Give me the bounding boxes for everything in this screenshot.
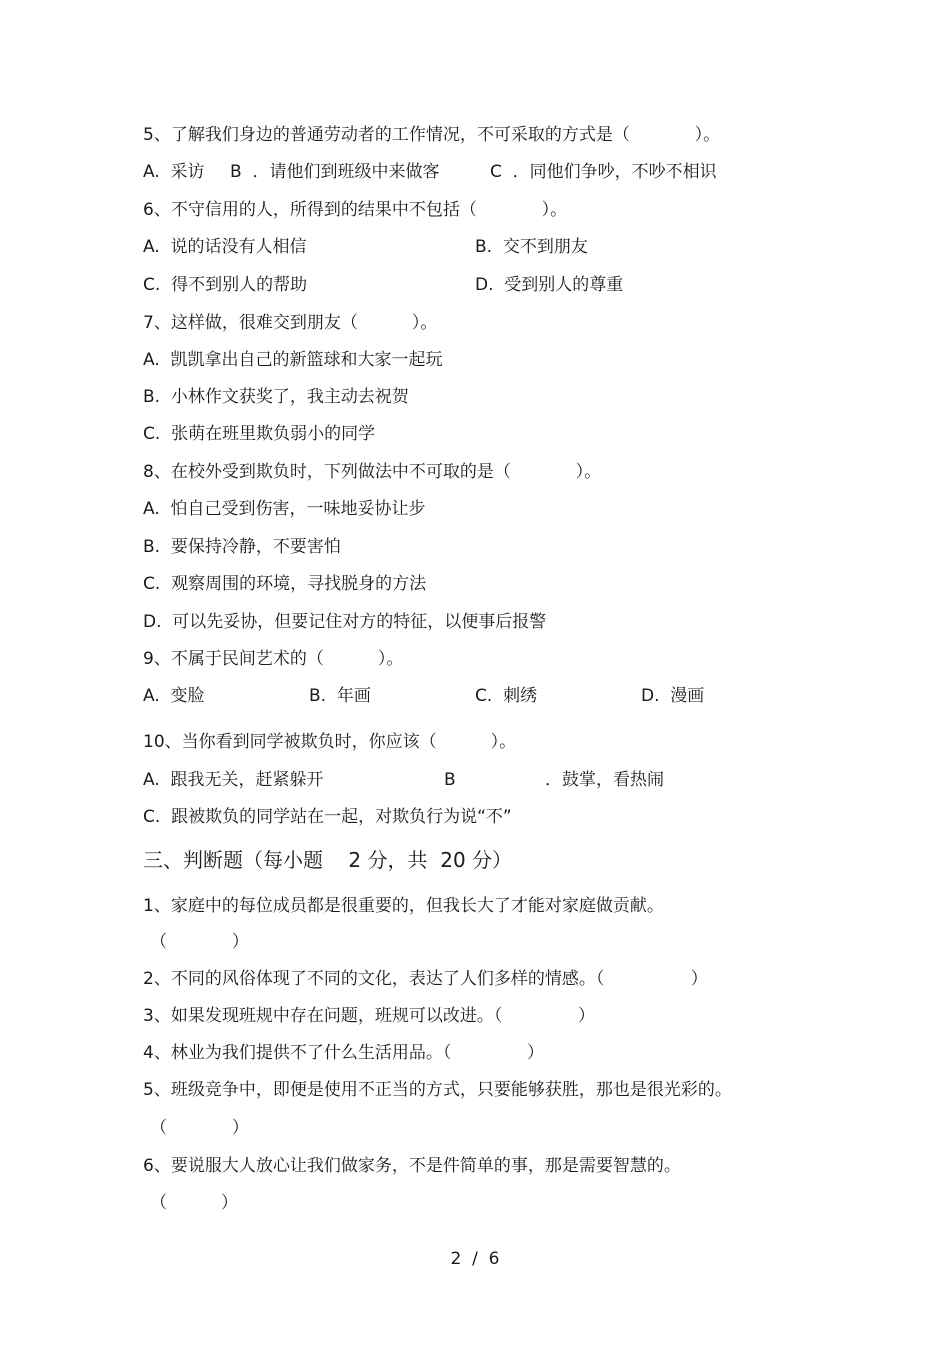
question-5-stem: 5、了解我们身边的普通劳动者的工作情况，不可采取的方式是（ ）。 bbox=[143, 125, 721, 145]
question-9-stem: 9、不属于民间艺术的（ ）。 bbox=[143, 649, 404, 669]
question-5-option-a: A. 采访 bbox=[143, 162, 205, 182]
judge-3: 3、如果发现班规中存在问题，班规可以改进。（ ） bbox=[143, 1006, 595, 1026]
question-6-option-d: D. 受到别人的尊重 bbox=[475, 275, 624, 295]
question-10-option-b-letter: B bbox=[444, 770, 456, 790]
judge-1-blank: （ ） bbox=[150, 932, 249, 952]
question-8-option-d: D. 可以先妥协，但要记住对方的特征，以便事后报警 bbox=[143, 612, 547, 632]
judge-5-stem: 5、班级竞争中，即便是使用不正当的方式，只要能够获胜，那也是很光彩的。 bbox=[143, 1080, 732, 1100]
question-8-stem: 8、在校外受到欺负时，下列做法中不可取的是（ ）。 bbox=[143, 462, 602, 482]
question-5-option-b: B ．请他们到班级中来做客 bbox=[230, 162, 440, 182]
question-10-stem: 10、当你看到同学被欺负时，你应该（ ）。 bbox=[143, 732, 517, 752]
judge-5-blank: （ ） bbox=[150, 1118, 249, 1138]
question-7-stem: 7、这样做，很难交到朋友（ ）。 bbox=[143, 313, 438, 333]
question-6-option-c: C. 得不到别人的帮助 bbox=[143, 275, 308, 295]
judge-1-stem: 1、家庭中的每位成员都是很重要的，但我长大了才能对家庭做贡献。 bbox=[143, 896, 664, 916]
question-9-option-b: B. 年画 bbox=[309, 686, 371, 706]
question-7-option-a: A. 凯凯拿出自己的新篮球和大家一起玩 bbox=[143, 350, 443, 370]
question-6-option-b: B. 交不到朋友 bbox=[475, 237, 588, 257]
question-6-option-a: A. 说的话没有人相信 bbox=[143, 237, 307, 257]
question-9-option-a: A. 变脸 bbox=[143, 686, 205, 706]
question-10-option-b-text: ．鼓掌，看热闹 bbox=[545, 770, 664, 790]
question-8-option-a: A. 怕自己受到伤害，一味地妥协让步 bbox=[143, 499, 426, 519]
judge-6-blank: （ ） bbox=[150, 1193, 239, 1213]
question-8-option-b: B. 要保持冷静，不要害怕 bbox=[143, 537, 341, 557]
question-9-option-d: D. 漫画 bbox=[641, 686, 705, 706]
question-10-option-a: A. 跟我无关，赶紧躲开 bbox=[143, 770, 324, 790]
question-5-option-c: C ．同他们争吵，不吵不相识 bbox=[490, 162, 717, 182]
question-8-option-c: C. 观察周围的环境，寻找脱身的方法 bbox=[143, 574, 427, 594]
question-7-option-b: B. 小林作文获奖了，我主动去祝贺 bbox=[143, 387, 409, 407]
question-7-option-c: C. 张萌在班里欺负弱小的同学 bbox=[143, 424, 376, 444]
judge-4: 4、林业为我们提供不了什么生活用品。（ ） bbox=[143, 1043, 544, 1063]
judge-6-stem: 6、要说服大人放心让我们做家务，不是件简单的事，那是需要智慧的。 bbox=[143, 1156, 681, 1176]
page-number: 2 / 6 bbox=[450, 1249, 500, 1269]
judge-2: 2、不同的风俗体现了不同的文化，表达了人们多样的情感。（ ） bbox=[143, 969, 708, 989]
question-6-stem: 6、不守信用的人，所得到的结果中不包括（ ）。 bbox=[143, 200, 568, 220]
section-3-title: 三、判断题（每小题 2 分，共 20 分） bbox=[143, 848, 513, 872]
question-10-option-c: C. 跟被欺负的同学站在一起，对欺负行为说“不” bbox=[143, 807, 512, 827]
question-9-option-c: C. 刺绣 bbox=[475, 686, 538, 706]
